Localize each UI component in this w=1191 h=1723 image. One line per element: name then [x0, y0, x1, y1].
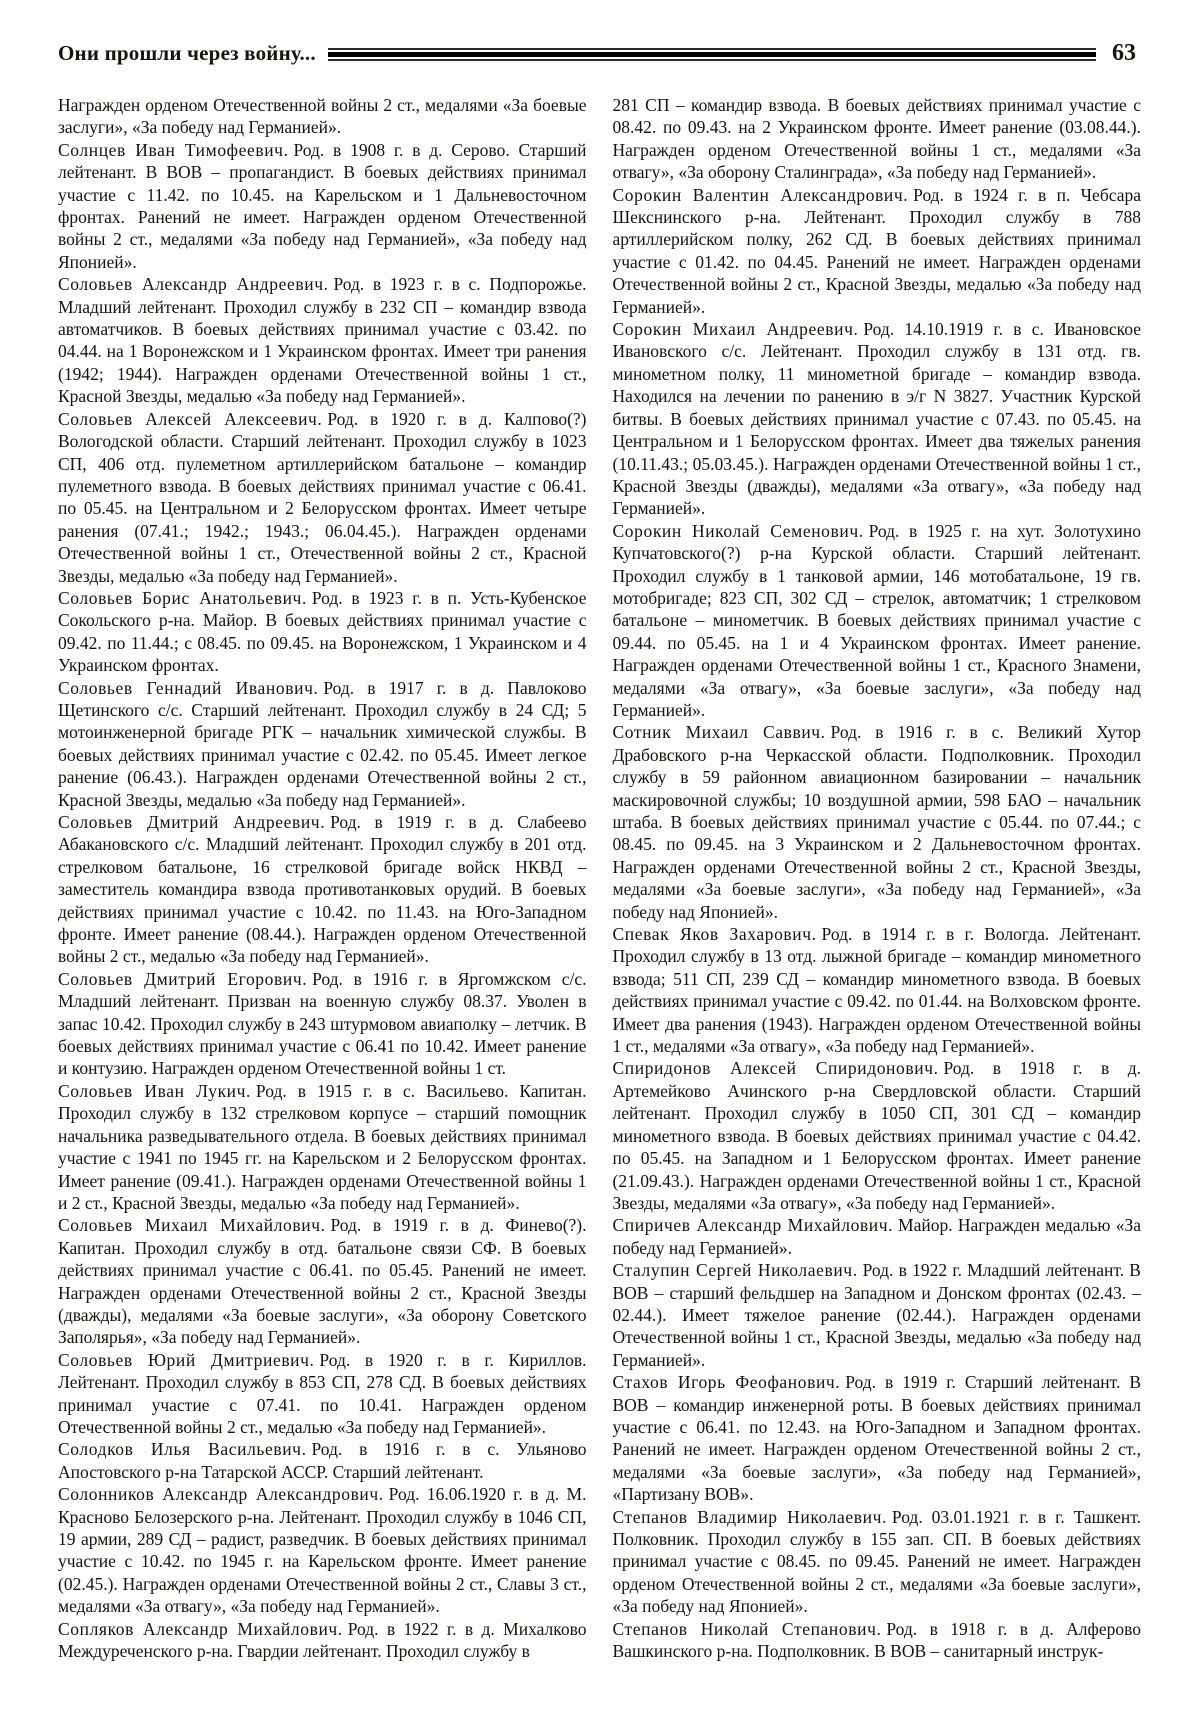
entry-person-name: Спевак Яков Захарович.: [612, 924, 817, 945]
biography-entry: [613, 520, 1142, 722]
biography-entry: [58, 1349, 587, 1439]
entry-text: Род. 16.06.1920 г. в д. М. Красново Белозерского р-на. Лейтенант. Проходил службу в 1046 СП, 19 армии, 289 СД – радист, разведчик. В боевых действиях принимал участие с 10.42. по 1945 г. на Карельском фронте. Имеет ранение (02.45.). Награжден орденами Отечественной войны 2 ст., Славы 3 ст., медалями «За отвагу», «За победу над Германией».: [58, 1484, 587, 1617]
entry-person-name: Солнцев Иван Тимофеевич.: [58, 139, 289, 160]
entry-text: Род. в 1925 г. на хут. Золотухино Купчатовского(?) р-на Курской области. Старший лейтенант. Проходил службу в 1 танковой армии, 146 мотобатальоне, 19 гв. мотобригаде; 823 СП, 302 СД – стрелок, автоматчик; 1 стрелковом батальоне – минометчик. В боевых действиях принимал участие с 09.44. по 05.45. на 1 и 4 Украинском фронтах. Имеет ранение. Награжден орденами Отечественной войны 1 ст., Красного Знамени, медалями «За отвагу», «За боевые заслуги», «За победу над Германией».: [612, 520, 1141, 720]
entry-text: Род. в 1922 г. Младший лейтенант. В ВОВ – старший фельдшер на Западном и Донском фронтах (02.43. – 02.44.). Имеет тяжелое ранение (02.44.). Награжден орденами Отечественной войны 1 ст., Красной Звезды, медалью «За победу над Германией».: [612, 1260, 1141, 1370]
entry-person-name: Сталупин Сергей Николаевич.: [612, 1260, 858, 1281]
entry-text: Род. в 1916 г. в с. Ульяново Апостовского р-на Татарской АССР. Старший лейтенант.: [58, 1439, 587, 1482]
header-rule-thick: [328, 52, 1096, 57]
page-header: [58, 40, 1136, 67]
entry-person-name: Сопляков Александр Михайлович.: [58, 1618, 343, 1639]
header-rule-thin-bottom: [328, 59, 1096, 61]
header-rule-thin-top: [328, 48, 1096, 50]
biography-entry: [58, 1483, 587, 1617]
biography-entry: [58, 1618, 587, 1663]
page-number: 63: [1112, 40, 1136, 66]
biography-entry: [58, 677, 587, 811]
entry-text: Род. в 1908 г. в д. Серово. Старший лейтенант. В ВОВ – пропагандист. В боевых действиях принимал участие с 11.42. по 10.45. на Карельском и 1 Дальневосточном фронтах. Ранений не имеет. Награжден орденом Отечественной войны 2 ст., медалями «За победу над Германией», «За победу над Японией».: [58, 139, 587, 272]
entry-text: Род. в 1914 г. в г. Вологда. Лейтенант. Проходил службу в 13 отд. лыжной бригаде – командир минометного взвода; 511 СП, 239 СД – командир минометного взвода. В боевых действиях принимал участие с 09.42. по 01.44. на Волховском фронте. Имеет два ранения (1943). Награжден орденом Отечественной войны 1 ст., медалями «За отвагу», «За победу над Германией».: [612, 924, 1141, 1057]
entry-text: Род. в 1924 г. в п. Чебсара Шекснинского р-на. Лейтенант. Проходил службу в 788 артиллерийском полку, 262 СД. В боевых действиях принимал участие с 01.42. по 04.45. Ранений не имеет. Награжден орденами Отечественной войны 2 ст., Красной Звезды, медалью «За победу над Германией».: [612, 184, 1141, 317]
entry-text: Род. в 1919 г. Старший лейтенант. В ВОВ – командир инженерной роты. В боевых действиях принимал участие с 06.41. по 12.43. на Юго-Западном и Западном фронтах. Ранений не имеет. Награжден орденом Отечественной войны 2 ст., медалями «За боевые заслуги», «За победу над Германией», «Партизану ВОВ».: [612, 1372, 1141, 1505]
entry-text: Род. в 1919 г. в д. Слабеево Абакановского с/с. Младший лейтенант. Проходил службу в 201 отд. стрелковом батальоне, 16 стрелковой бригаде войск НКВД – заместитель командира взвода противотанковых орудий. В боевых действиях принимал участие с 10.42. по 11.43. на Юго-Западном фронте. Имеет ранение (08.44.). Награжден орденом Отечественной войны 2 ст., медалью «За победу над Германией».: [58, 812, 587, 967]
entry-person-name: Солонников Александр Александрович.: [58, 1484, 384, 1505]
entry-person-name: Соловьев Дмитрий Егорович.: [58, 968, 308, 989]
entry-person-name: Соловьев Иван Лукич.: [58, 1080, 252, 1101]
entry-text: Род. в 1916 г. в с. Великий Хутор Драбовского р-на Черкасской области. Подполковник. Проходил службу в 59 районном авиационном базировании – начальник маскировочной службы; 10 воздушной армии, 598 БАО – начальник штаба. В боевых действиях принимал участие с 05.44. по 07.44.; с 08.45. по 09.45. на 3 Украинском и 2 Дальневосточном фронтах. Награжден орденами Отечественной войны 2 ст., Красной Звезды, медалями «За боевые заслуги», «За победу над Германией», «За победу над Японией».: [612, 722, 1141, 922]
entry-person-name: Степанов Владимир Николаевич.: [612, 1506, 887, 1527]
entry-text: Род. в 1920 г. в д. Калпово(?) Вологодской области. Старший лейтенант. Проходил службу в 1023 СП, 406 отд. пулеметном артиллерийском батальоне – командир пулеметного взвода. В боевых действиях принимал участие с 06.41. по 05.45. на Центральном и 2 Белорусском фронтах. Имеет четыре ранения (07.41.; 1942.; 1943.; 06.04.45.). Награжден орденами Отечественной войны 1 ст., Отечественной войны 2 ст., Красной Звезды, медалью «За победу над Германией».: [58, 408, 587, 586]
entry-person-name: Сотник Михаил Саввич.: [612, 722, 826, 743]
biography-entry: [613, 1618, 1142, 1663]
biography-entry: [613, 721, 1142, 923]
biography-entry: [613, 1371, 1142, 1505]
entry-person-name: Солодков Илья Васильевич.: [58, 1439, 307, 1460]
biography-entry: [58, 1214, 587, 1348]
entry-text: Род. в 1918 г. в д. Артемейково Ачинского р-на Свердловской области. Старший лейтенант. Проходил службу в 1050 СП, 301 СД – командир минометного взвода. В боевых действиях принимал участие с 04.42. по 05.45. на Западном и 1 Белорусском фронтах. Имеет ранение (21.09.43.). Награжден орденами Отечественной войны 1 ст., Красной Звезды, медалями «За отвагу», «За победу над Германией».: [612, 1058, 1141, 1213]
running-title: Они прошли через войну...: [58, 41, 316, 65]
entry-text: Майор. Награжден медалью «За победу над Германией».: [612, 1215, 1142, 1258]
entry-text: Род. в 1919 г. в д. Финево(?). Капитан. Проходил службу в отд. батальоне связи СФ. В боевых действиях принимал участие с 06.41. по 05.45. Ранений не имеет. Награжден орденами Отечественной войны 2 ст., Красной Звезды (дважды), медалями «За боевые заслуги», «За оборону Советского Заполярья», «За победу над Германией».: [58, 1215, 587, 1348]
biography-entry: [58, 811, 587, 968]
left-column: [58, 94, 587, 1662]
biography-entry: [613, 318, 1142, 520]
entry-text: Награжден орденом Отечественной войны 2 ст., медалями «За боевые заслуги», «За победу над Германией».: [58, 95, 587, 138]
biography-entry: [613, 1057, 1142, 1214]
entry-person-name: Соловьев Алексей Алексеевич.: [58, 408, 323, 429]
entry-text: Род. в 1922 г. в д. Михалково Междуреченского р-на. Гвардии лейтенант. Проходил службу в: [58, 1618, 587, 1662]
entry-person-name: Спиричев Александр Михайлович.: [612, 1215, 894, 1236]
biography-entry: [58, 587, 587, 677]
entry-text: Род. в 1923 г. в п. Усть-Кубенское Сокольского р-на. Майор. В боевых действиях принимал участие с 09.42. по 11.44.; с 08.45. по 09.45. на Воронежском, 1 Украинском и 4 Украинском фронтах.: [58, 587, 587, 676]
biography-entry: [613, 1214, 1142, 1259]
entry-person-name: Соловьев Геннадий Иванович.: [58, 677, 319, 698]
entry-text: Род. в 1917 г. в д. Павлоково Щетинского с/с. Старший лейтенант. Проходил службу в 24 СД; 5 мотоинженерной бригаде РГК – начальник химической службы. В боевых действиях принимал участие с 02.42. по 05.45. Имеет легкое ранение (06.43.). Награжден орденами Отечественной войны 2 ст., Красной Звезды, медалью «За победу над Германией».: [58, 677, 587, 810]
biography-entry: [613, 1506, 1142, 1618]
entry-text: Род. 14.10.1919 г. в с. Ивановское Ивановского с/с. Лейтенант. Проходил службу в 131 отд. гв. минометном полку, 11 минометной бригаде – командир взвода. Находился на лечении по ранению в э/г N 3827. Участник Курской битвы. В боевых действиях принимал участие с 07.43. по 05.45. на Центральном и 1 Белорусском фронтах. Имеет два тяжелых ранения (10.11.43.; 05.03.45.). Награжден орденами Отечественной войны 1 ст., Красной Звезды (дважды), медалями «За отвагу», «За победу над Германией».: [612, 319, 1141, 519]
biography-entry: [58, 1438, 587, 1483]
biography-entry: [613, 923, 1142, 1057]
entry-person-name: Соловьев Юрий Дмитриевич.: [58, 1349, 315, 1370]
biography-entry: [613, 94, 1142, 184]
entry-text: Род. 03.01.1921 г. в г. Ташкент. Полковник. Проходил службу в 155 зап. СП. В боевых действиях принимал участие с 08.45. по 09.45. Ранений не имеет. Награжден орденом Отечественной войны 2 ст., медалями «За боевые заслуги», «За победу над Японией».: [612, 1506, 1141, 1617]
entry-text: Род. в 1923 г. в с. Подпорожье. Младший лейтенант. Проходил службу в 232 СП – командир взвода автоматчиков. В боевых действиях принимал участие с 03.42. по 04.44. на 1 Воронежском и 1 Украинском фронтах. Имеет три ранения (1942; 1944). Награжден орденами Отечественной войны 1 ст., Красной Звезды, медалью «За победу над Германией».: [58, 274, 587, 407]
biography-entry: [58, 1080, 587, 1214]
entry-text: 281 СП – командир взвода. В боевых действиях принимал участие с 08.42. по 09.43. на 2 Украинском фронте. Имеет ранение (03.08.44.). Награжден орденом Отечественной войны 1 ст., медалями «За отвагу», «За оборону Сталинграда», «За победу над Германией».: [612, 95, 1141, 183]
biography-entry: [613, 1259, 1142, 1371]
entry-person-name: Сорокин Михаил Андреевич.: [612, 319, 859, 340]
entry-text: Род. в 1918 г. в д. Алферово Вашкинского р-на. Подполковник. В ВОВ – санитарный инструк-: [612, 1618, 1142, 1662]
biography-entry: [58, 273, 587, 407]
text-columns: [58, 94, 1141, 1662]
biography-entry: [613, 184, 1142, 318]
entry-person-name: Сорокин Валентин Александрович.: [612, 184, 909, 205]
header-rule: [328, 48, 1096, 61]
entry-person-name: Спиридонов Алексей Спиридонович.: [612, 1058, 939, 1079]
entry-person-name: Соловьев Дмитрий Андреевич.: [58, 812, 326, 832]
biography-entry: [58, 139, 587, 273]
entry-person-name: Соловьев Александр Андреевич.: [58, 274, 329, 295]
entry-person-name: Стахов Игорь Феофанович.: [612, 1372, 841, 1393]
biography-entry: [58, 968, 587, 1080]
right-column: [613, 94, 1142, 1662]
biography-entry: [58, 94, 587, 139]
entry-person-name: Соловьев Борис Анатольевич.: [58, 587, 307, 608]
entry-text: Род. в 1920 г. в г. Кириллов. Лейтенант. Проходил службу в 853 СП, 278 СД. В боевых действиях принимал участие с 07.41. по 10.41. Награжден орденом Отечественной войны 2 ст., медалью «За победу над Германией».: [58, 1349, 587, 1437]
biography-entry: [58, 408, 587, 587]
entry-person-name: Соловьев Михаил Михайлович.: [58, 1215, 326, 1236]
entry-text: Род. в 1916 г. в Яргомжском с/с. Младший лейтенант. Призван на военную службу 08.37. Уволен в запас 10.42. Проходил службу в 243 штурмовом авиаполку – летчик. В боевых действиях принимал участие с 06.41 по 10.42. Имеет ранение и контузию. Награжден орденом Отечественной войны 1 ст.: [58, 968, 587, 1079]
entry-person-name: Степанов Николай Степанович.: [612, 1618, 882, 1639]
entry-text: Род. в 1915 г. в с. Васильево. Капитан. Проходил службу в 132 стрелковом корпусе – старший помощник начальника разведывательного отдела. В боевых действиях принимал участие с 1941 по 1945 гг. на Карельском и 2 Белорусском фронтах. Имеет ранение (09.41.). Награжден орденами Отечественной войны 1 и 2 ст., Красной Звезды, медалью «За победу над Германией».: [58, 1080, 587, 1213]
entry-person-name: Сорокин Николай Семенович.: [612, 520, 864, 541]
